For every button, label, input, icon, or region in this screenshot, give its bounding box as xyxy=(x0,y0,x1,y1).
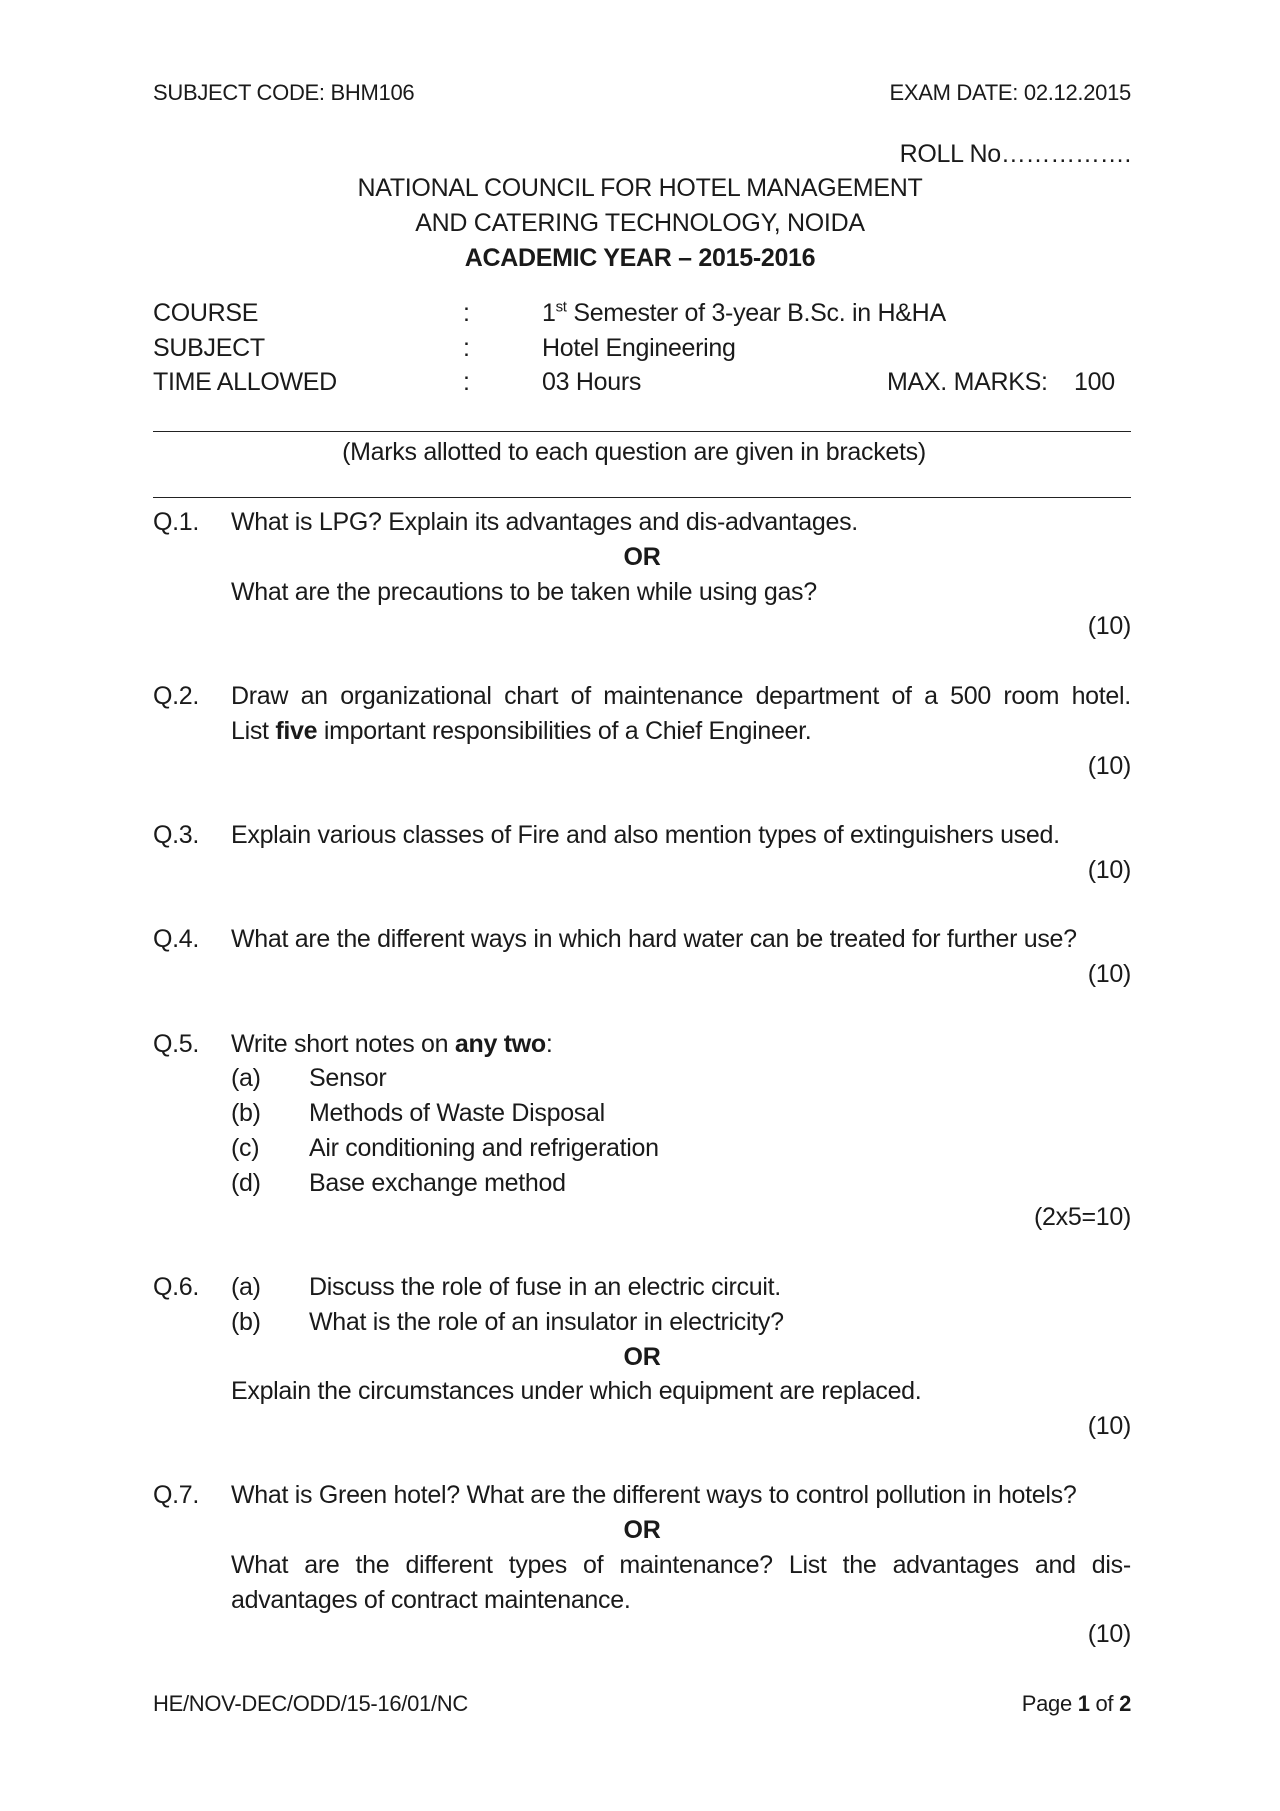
subject-colon: : xyxy=(463,334,470,362)
q7-word: dis- xyxy=(1091,1551,1131,1579)
q6-item-text: What is the role of an insulator in electricity? xyxy=(309,1308,784,1336)
q2-word: room xyxy=(1003,682,1060,710)
divider-bottom xyxy=(153,497,1131,498)
q5-item-label: (d) xyxy=(231,1169,261,1197)
q3-marks: (10) xyxy=(1087,856,1131,884)
q7-or: OR xyxy=(623,1516,661,1544)
institution-line1: NATIONAL COUNCIL FOR HOTEL MANAGEMENT xyxy=(357,174,923,202)
q6-or: OR xyxy=(623,1343,661,1371)
q6-alt-text: Explain the circumstances under which equipment are replaced. xyxy=(231,1377,922,1405)
q2-word: department xyxy=(755,682,880,710)
q7-word: maintenance? xyxy=(619,1551,773,1579)
q2-word: chart xyxy=(504,682,559,710)
q2-number: Q.2. xyxy=(153,682,200,710)
q7-word: List xyxy=(788,1551,827,1579)
course-label: COURSE xyxy=(153,299,259,327)
exam-date: EXAM DATE: 02.12.2015 xyxy=(889,80,1131,105)
subject-value: Hotel Engineering xyxy=(542,334,736,362)
q2-word: organizational xyxy=(340,682,492,710)
subject-code: SUBJECT CODE: BHM106 xyxy=(153,80,415,105)
q5-item-label: (b) xyxy=(231,1099,261,1127)
q2-word: hotel. xyxy=(1071,682,1131,710)
q5-item-label: (c) xyxy=(231,1134,260,1162)
time-label: TIME ALLOWED xyxy=(153,368,337,396)
q7-alt-line2: advantages of contract maintenance. xyxy=(231,1586,631,1614)
q5-item-label: (a) xyxy=(231,1064,261,1092)
q5-number: Q.5. xyxy=(153,1030,200,1058)
q7-text: What is Green hotel? What are the different ways to control pollution in hotels? xyxy=(231,1481,1077,1509)
q7-word: the xyxy=(842,1551,877,1579)
q4-number: Q.4. xyxy=(153,925,200,953)
q7-word: of xyxy=(583,1551,604,1579)
q6-item-label: (a) xyxy=(231,1273,261,1301)
marks-instruction: (Marks allotted to each question are given in brackets) xyxy=(342,438,926,466)
subject-label: SUBJECT xyxy=(153,334,265,362)
q5-item-text: Base exchange method xyxy=(309,1169,566,1197)
academic-year: ACADEMIC YEAR – 2015-2016 xyxy=(464,244,816,272)
q2-word: 500 xyxy=(950,682,991,710)
q7-word: are xyxy=(304,1551,340,1579)
q2-word: a xyxy=(924,682,938,710)
course-colon: : xyxy=(463,299,470,327)
q3-text: Explain various classes of Fire and also mention types of extinguishers used. xyxy=(231,821,1060,849)
q1-alt-text: What are the precautions to be taken while using gas? xyxy=(231,578,817,606)
q4-text: What are the different ways in which hard water can be treated for further use? xyxy=(231,925,1077,953)
q6-number: Q.6. xyxy=(153,1273,200,1301)
q4-marks: (10) xyxy=(1087,960,1131,988)
course-value: 1st Semester of 3-year B.Sc. in H&HA xyxy=(542,298,946,327)
footer-code: HE/NOV-DEC/ODD/15-16/01/NC xyxy=(153,1691,468,1716)
q5-text: Write short notes on any two: xyxy=(231,1030,553,1058)
q7-marks: (10) xyxy=(1087,1620,1131,1648)
q5-item-text: Methods of Waste Disposal xyxy=(309,1099,605,1127)
q5-item-text: Air conditioning and refrigeration xyxy=(309,1134,659,1162)
divider-top xyxy=(153,431,1131,432)
q7-alt-line1 xyxy=(231,1551,1131,1580)
q7-word: different xyxy=(405,1551,493,1579)
time-value: 03 Hours xyxy=(542,368,642,396)
institution-line2: AND CATERING TECHNOLOGY, NOIDA xyxy=(415,209,865,237)
q6-marks: (10) xyxy=(1087,1412,1131,1440)
q2-word: of xyxy=(570,682,591,710)
q7-word: and xyxy=(1034,1551,1076,1579)
q6-item-text: Discuss the role of fuse in an electric circuit. xyxy=(309,1273,781,1301)
q2-line2: List five important responsibilities of a Chief Engineer. xyxy=(231,717,812,745)
q5-item-text: Sensor xyxy=(309,1064,387,1092)
q6-item-label: (b) xyxy=(231,1308,261,1336)
page-number: Page 1 of 2 xyxy=(1021,1691,1131,1716)
q1-number: Q.1. xyxy=(153,508,200,536)
q7-word: What xyxy=(231,1551,289,1579)
q1-or: OR xyxy=(623,543,661,571)
q7-number: Q.7. xyxy=(153,1481,200,1509)
q7-word: the xyxy=(355,1551,390,1579)
q7-word: types xyxy=(508,1551,567,1579)
q1-text: What is LPG? Explain its advantages and dis-advantages. xyxy=(231,508,858,536)
q2-word: Draw xyxy=(231,682,289,710)
q2-word: an xyxy=(300,682,328,710)
q1-marks: (10) xyxy=(1087,612,1131,640)
q2-marks: (10) xyxy=(1087,752,1131,780)
max-marks-value: 100 xyxy=(1074,368,1115,396)
time-colon: : xyxy=(463,368,470,396)
roll-no: ROLL No……………. xyxy=(899,140,1131,168)
max-marks-label: MAX. MARKS: xyxy=(887,368,1048,396)
q2-word: of xyxy=(891,682,912,710)
q2-word: maintenance xyxy=(603,682,744,710)
q3-number: Q.3. xyxy=(153,821,200,849)
q2-line1 xyxy=(231,682,1131,711)
q7-word: advantages xyxy=(892,1551,1019,1579)
q5-marks: (2x5=10) xyxy=(1034,1203,1131,1231)
